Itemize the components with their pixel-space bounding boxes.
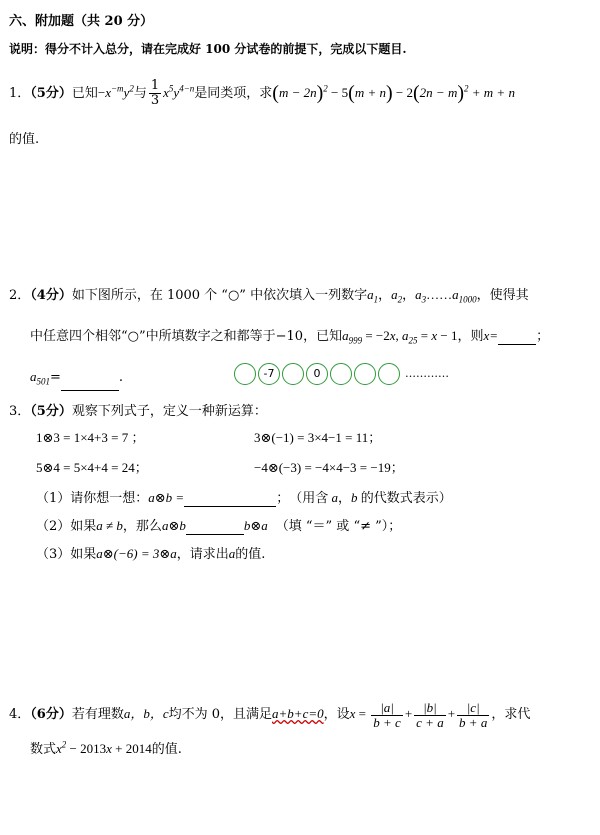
part-label: （3）如果 bbox=[36, 547, 97, 562]
equals-sign: = bbox=[50, 370, 61, 385]
question-text: 均不为 0，且满足 bbox=[168, 707, 273, 722]
question-number: 4． bbox=[9, 707, 31, 722]
question-2-line-3 bbox=[30, 365, 123, 389]
math-term-2: $x^5y^{4-n}$ bbox=[163, 83, 195, 100]
condition-abc: a+b+c=0 bbox=[272, 706, 324, 721]
example-3: 5⊗4 = 5×4+4 = 24； bbox=[36, 460, 148, 475]
part-label: （2）如果 bbox=[36, 519, 97, 534]
question-text: 若有理数 bbox=[71, 707, 124, 722]
question-text: ，则 bbox=[457, 329, 484, 344]
answer-blank-3-2[interactable] bbox=[186, 519, 244, 535]
question-2-line-1 bbox=[9, 284, 529, 303]
example-4: −4⊗(−3) = −4×4−3 = −19； bbox=[254, 460, 404, 475]
circle-7 bbox=[378, 363, 400, 385]
math-b-otimes-a: b⊗a bbox=[243, 518, 268, 533]
question-text: 是同类项，求 bbox=[194, 86, 273, 101]
math-expression-1: $(m - 2n)^2 - 5(m + n) - 2(2n - m)^2 + m + n$ bbox=[272, 82, 515, 104]
circle-2: -7 bbox=[258, 363, 280, 385]
question-3-part-2 bbox=[36, 515, 401, 535]
question-score: （4分） bbox=[30, 288, 72, 303]
example-1: 1⊗3 = 1×4+3 = 7 ； bbox=[36, 430, 145, 445]
question-4-line-1 bbox=[9, 694, 530, 734]
question-text: ； bbox=[536, 329, 550, 344]
question-1 bbox=[9, 76, 515, 110]
section-title: 六、附加题（共 20 分） bbox=[9, 14, 154, 29]
part-text: ； （用含 bbox=[276, 491, 329, 506]
answer-blank-x[interactable] bbox=[498, 329, 536, 345]
circle-4: 0 bbox=[306, 363, 328, 385]
part-text: （填 “＝” 或 “≠ ”）； bbox=[275, 519, 402, 534]
part-text: 的值. bbox=[235, 547, 266, 562]
math-expression-4: $x^2 - 2013x + 2014$ bbox=[56, 739, 152, 756]
vars-abc: a，b，c bbox=[123, 706, 169, 721]
period: . bbox=[118, 370, 124, 385]
question-score: （5分） bbox=[30, 86, 72, 101]
question-3-intro bbox=[9, 400, 267, 419]
question-2-line-2 bbox=[30, 325, 549, 345]
part-label: （1）请你想一想： bbox=[36, 491, 149, 506]
circle-1 bbox=[234, 363, 256, 385]
var-b: b bbox=[350, 490, 361, 505]
math-a-otimes-b: a⊗b bbox=[161, 518, 186, 533]
math-term-1: $-x^{-m}y^2$ bbox=[97, 83, 134, 100]
question-text: 数式 bbox=[30, 742, 57, 757]
part-text: ，请求出 bbox=[176, 547, 229, 562]
fraction-one-third: $\frac{1}{3}$ bbox=[150, 78, 160, 108]
part-text: ，那么 bbox=[122, 519, 162, 534]
question-text: 如下图所示，在 1000 个 “○” 中依次填入一列数字 bbox=[71, 288, 368, 303]
question-text: ，求代 bbox=[491, 707, 531, 722]
answer-blank-a501[interactable] bbox=[61, 366, 119, 391]
question-text: 与 bbox=[133, 86, 147, 101]
a501-label: $a_{501}$ bbox=[30, 369, 50, 387]
answer-blank-3-1[interactable] bbox=[184, 491, 276, 507]
math-condition: $a_{999} = -2x$, $a_{25} = x - 1$ bbox=[342, 328, 458, 346]
question-1-tail: 的值. bbox=[9, 132, 40, 147]
question-text: ，设 bbox=[323, 707, 350, 722]
section-note: 说明：得分不计入总分，请在完成好 100 分试卷的前提下，完成以下题目. bbox=[9, 42, 407, 56]
math-condition-3: a⊗(−6) = 3⊗a bbox=[96, 546, 177, 561]
question-number: 1． bbox=[9, 86, 31, 101]
question-text: 中任意四个相邻“○”中所填数字之和都等于−10，已知 bbox=[30, 329, 343, 344]
question-number: 2． bbox=[9, 288, 31, 303]
question-3-part-3 bbox=[36, 543, 265, 562]
question-score: （5分） bbox=[30, 404, 72, 419]
part-text: 的代数式表示） bbox=[360, 491, 452, 506]
question-text: ，使得其 bbox=[476, 288, 529, 303]
example-2: 3⊗(−1) = 3×4−1 = 11； bbox=[254, 430, 382, 445]
circle-3 bbox=[282, 363, 304, 385]
math-a-otimes-b: a⊗b = bbox=[148, 490, 185, 505]
question-text: 的值. bbox=[151, 742, 182, 757]
circle-5 bbox=[330, 363, 352, 385]
var-a: a bbox=[328, 490, 338, 505]
math-a-neq-b: a ≠ b bbox=[96, 518, 123, 533]
question-text: 已知 bbox=[71, 86, 98, 101]
math-sequence: $a_1$，$a_2$，$a_3\dots\dots a_{1000}$ bbox=[367, 287, 477, 305]
circle-6 bbox=[354, 363, 376, 385]
question-4-line-2 bbox=[30, 738, 182, 757]
question-number: 3． bbox=[9, 404, 31, 419]
question-text: 观察下列式子，定义一种新运算： bbox=[71, 404, 267, 419]
var-a: a bbox=[228, 546, 236, 561]
ellipsis: ………… bbox=[405, 367, 449, 380]
circle-sequence bbox=[234, 362, 449, 386]
question-3-part-1: （1）请你想一想：a⊗b = ； （用含 a，b 的代数式表示） bbox=[36, 490, 452, 506]
question-score: （6分） bbox=[30, 707, 72, 722]
math-x-def: x = $\frac{|a|}{b + c}$ + $\frac{|b|}{c + a}$ + $\frac{|c|}{b + a}$ bbox=[349, 699, 488, 730]
x-label: x= bbox=[483, 328, 499, 343]
